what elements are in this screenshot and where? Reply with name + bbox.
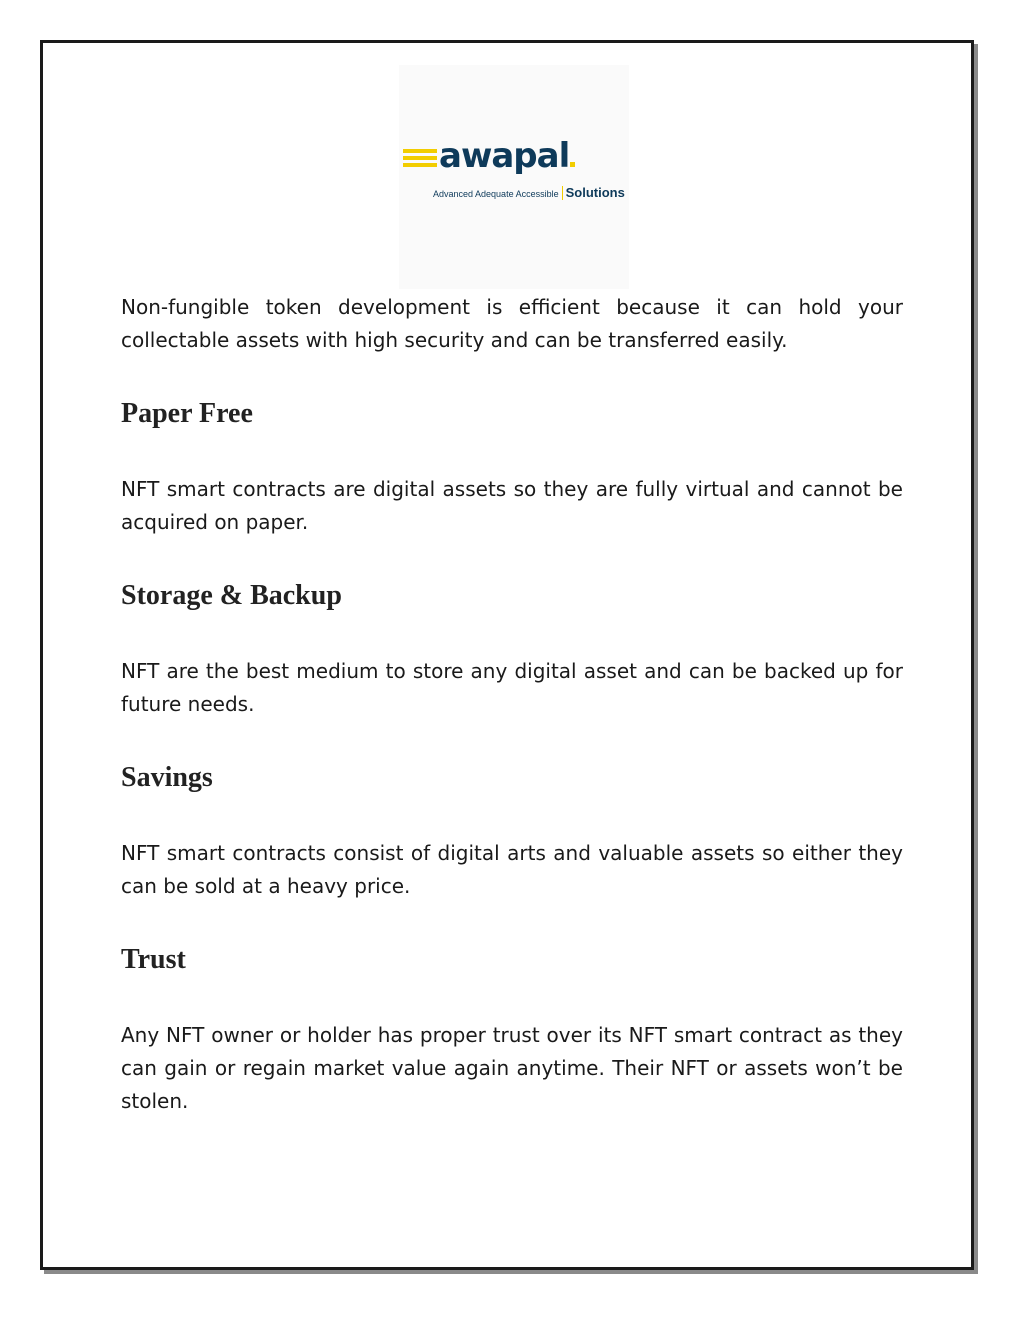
section-heading-storage-backup: Storage & Backup — [121, 580, 342, 611]
section-body-storage-backup: NFT are the best medium to store any digital asset and can be backed up for future needs. — [121, 659, 903, 716]
logo-tagline: Advanced Adequate Accessible Solutions — [433, 185, 625, 200]
section-heading-savings: Savings — [121, 762, 213, 793]
logo-wordmark: awapal — [439, 139, 575, 173]
section-heading-trust: Trust — [121, 944, 186, 975]
section-body-trust: Any NFT owner or holder has proper trust over its NFT smart contract as they can gain or regain market value again anytime. Their NFT or assets won’t be stolen. — [121, 1023, 903, 1113]
section-body-savings: NFT smart contracts consist of digital arts and valuable assets so either they can be sold at a heavy price. — [121, 841, 903, 898]
section-heading-paper-free: Paper Free — [121, 398, 253, 429]
section-body-paper-free: NFT smart contracts are digital assets so they are fully virtual and cannot be acquired on paper. — [121, 477, 903, 534]
company-logo — [399, 65, 629, 289]
intro-paragraph: Non-fungible token development is efficient because it can hold your collectable assets with high security and can be transferred easily. — [121, 295, 903, 352]
document-page — [40, 40, 974, 1270]
logo-bars-icon — [403, 149, 437, 170]
document-body — [121, 291, 903, 1118]
